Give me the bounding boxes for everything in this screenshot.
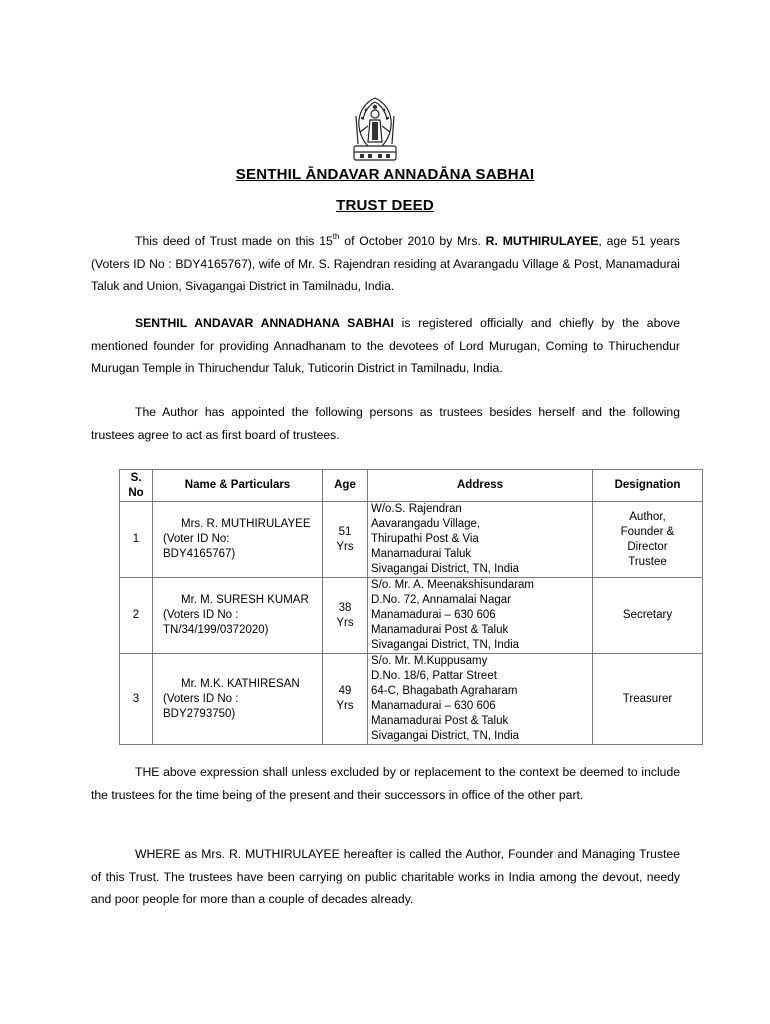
cell-designation [593,654,703,745]
cell-designation [593,502,703,578]
header-name: Name & Particulars [153,470,323,502]
intro-text-a: This deed of Trust made on this 15 [135,234,333,248]
designation-line: Trustee [628,555,667,568]
address-line: Manamadurai Post & Taluk [371,715,509,727]
address-line: W/o.S. Rajendran [371,503,462,515]
address-line: Sivagangai District, TN, India [371,730,520,742]
cell-sno: 1 [120,502,153,578]
cell-age [323,654,368,745]
name-line: Mr. M. SURESH KUMAR [181,594,309,606]
age-value: 49 [338,685,352,697]
author-name: R. MUTHIRULAYEE [485,234,599,248]
date-suffix: th [332,231,340,241]
age-unit: Yrs [336,700,354,712]
paragraph-whereas [91,843,680,911]
address-line: Thirupathi Post & Via [371,533,479,545]
designation-line: Founder & [620,525,675,538]
age-value: 51 [338,525,352,538]
address-line: D.No. 72, Annamalai Nagar [371,594,511,606]
cell-age [323,578,368,654]
table-row [120,578,703,654]
cell-address [368,502,593,578]
address-line: D.No. 18/6, Pattar Street [371,670,497,682]
header-sno: S. No [120,470,153,502]
deity-emblem-icon [346,96,404,164]
name-line: (Voters ID No : [163,609,239,621]
cell-designation [593,578,703,654]
registration-text: is registered officially and chiefly by the above mentioned founder for providing Annadhanam to the devotees of Lord Murugan, Coming to Thiruchendur Murugan Temple in Thiruchendur Taluk, Tuticorin District in Tamilnadu, India. [91,316,680,375]
designation-line: Director [627,540,668,553]
paragraph-appointment [91,401,680,446]
address-line: Manamadurai Post & Taluk [371,624,509,636]
age-value: 38 [338,601,352,614]
whereas-text: WHERE as Mrs. R. MUTHIRULAYEE hereafter is called the Author, Founder and Managing Trustee of this Trust. The trustees have been carrying on public charitable works in India among the devout, needy and poor people for more than a couple of decades already. [91,847,680,906]
address-line: Manamadurai Taluk [371,548,472,560]
paragraph-expression [91,761,680,806]
intro-text-c: , age 51 years (Voters ID No : BDY4165767), wife of Mr. S. Rajendran residing at Avarangadu Village & Post, Manamadurai Taluk and Union, Sivagangai District in Tamilnadu, India. [91,234,680,293]
name-line: BDY2793750) [163,707,236,720]
cell-address [368,578,593,654]
name-line: Mrs. R. MUTHIRULAYEE [181,518,311,530]
table-row [120,654,703,745]
appointment-text: The Author has appointed the following persons as trustees besides herself and the following trustees agree to act as first board of trustees. [91,405,680,442]
address-line: S/o. Mr. M.Kuppusamy [371,655,488,667]
name-line: Mr. M.K. KATHIRESAN [181,677,300,690]
address-line: Sivagangai District, TN, India [371,563,520,575]
header-address: Address [368,470,593,502]
cell-address [368,654,593,745]
header-designation: Designation [593,470,703,502]
address-line: Aavarangadu Village, [371,518,481,530]
trust-deed-heading: TRUST DEED [336,197,434,214]
address-line: Manamadurai – 630 606 [371,609,496,621]
cell-sno: 2 [120,578,153,654]
table-row [120,502,703,578]
cell-age [323,502,368,578]
designation-line: Treasurer [622,692,673,705]
trust-name-heading: SENTHIL ĀNDAVAR ANNADĀNA SABHAI [235,166,535,183]
address-line: Sivagangai District, TN, India [371,639,520,651]
table-header-row [120,470,703,502]
age-unit: Yrs [336,540,354,553]
cell-name [153,502,323,578]
designation-line: Author, [629,510,666,523]
name-line: TN/34/199/0372020) [163,624,269,636]
paragraph-registration [91,312,680,380]
cell-sno: 3 [120,654,153,745]
address-line: S/o. Mr. A. Meenakshisundaram [371,579,534,591]
name-line: (Voter ID No: [163,533,230,545]
name-line: (Voters ID No : [163,692,239,705]
designation-line: Secretary [622,609,673,621]
sabhai-name: SENTHIL ANDAVAR ANNADHANA SABHAI [135,316,394,330]
trustees-table [119,469,703,745]
address-line: 64-C, Bhagabath Agraharam [371,685,518,697]
cell-name [153,578,323,654]
name-line: BDY4165767) [163,548,236,560]
age-unit: Yrs [336,616,354,629]
header-age: Age [323,470,368,502]
expression-text: THE above expression shall unless excluded by or replacement to the context be deemed to include the trustees for the time being of the present and their successors in office of the other part. [91,765,680,802]
paragraph-deed-intro [91,230,680,298]
cell-name [153,654,323,745]
address-line: Manamadurai – 630 606 [371,700,496,712]
intro-text-b: of October 2010 by Mrs. [339,234,486,248]
